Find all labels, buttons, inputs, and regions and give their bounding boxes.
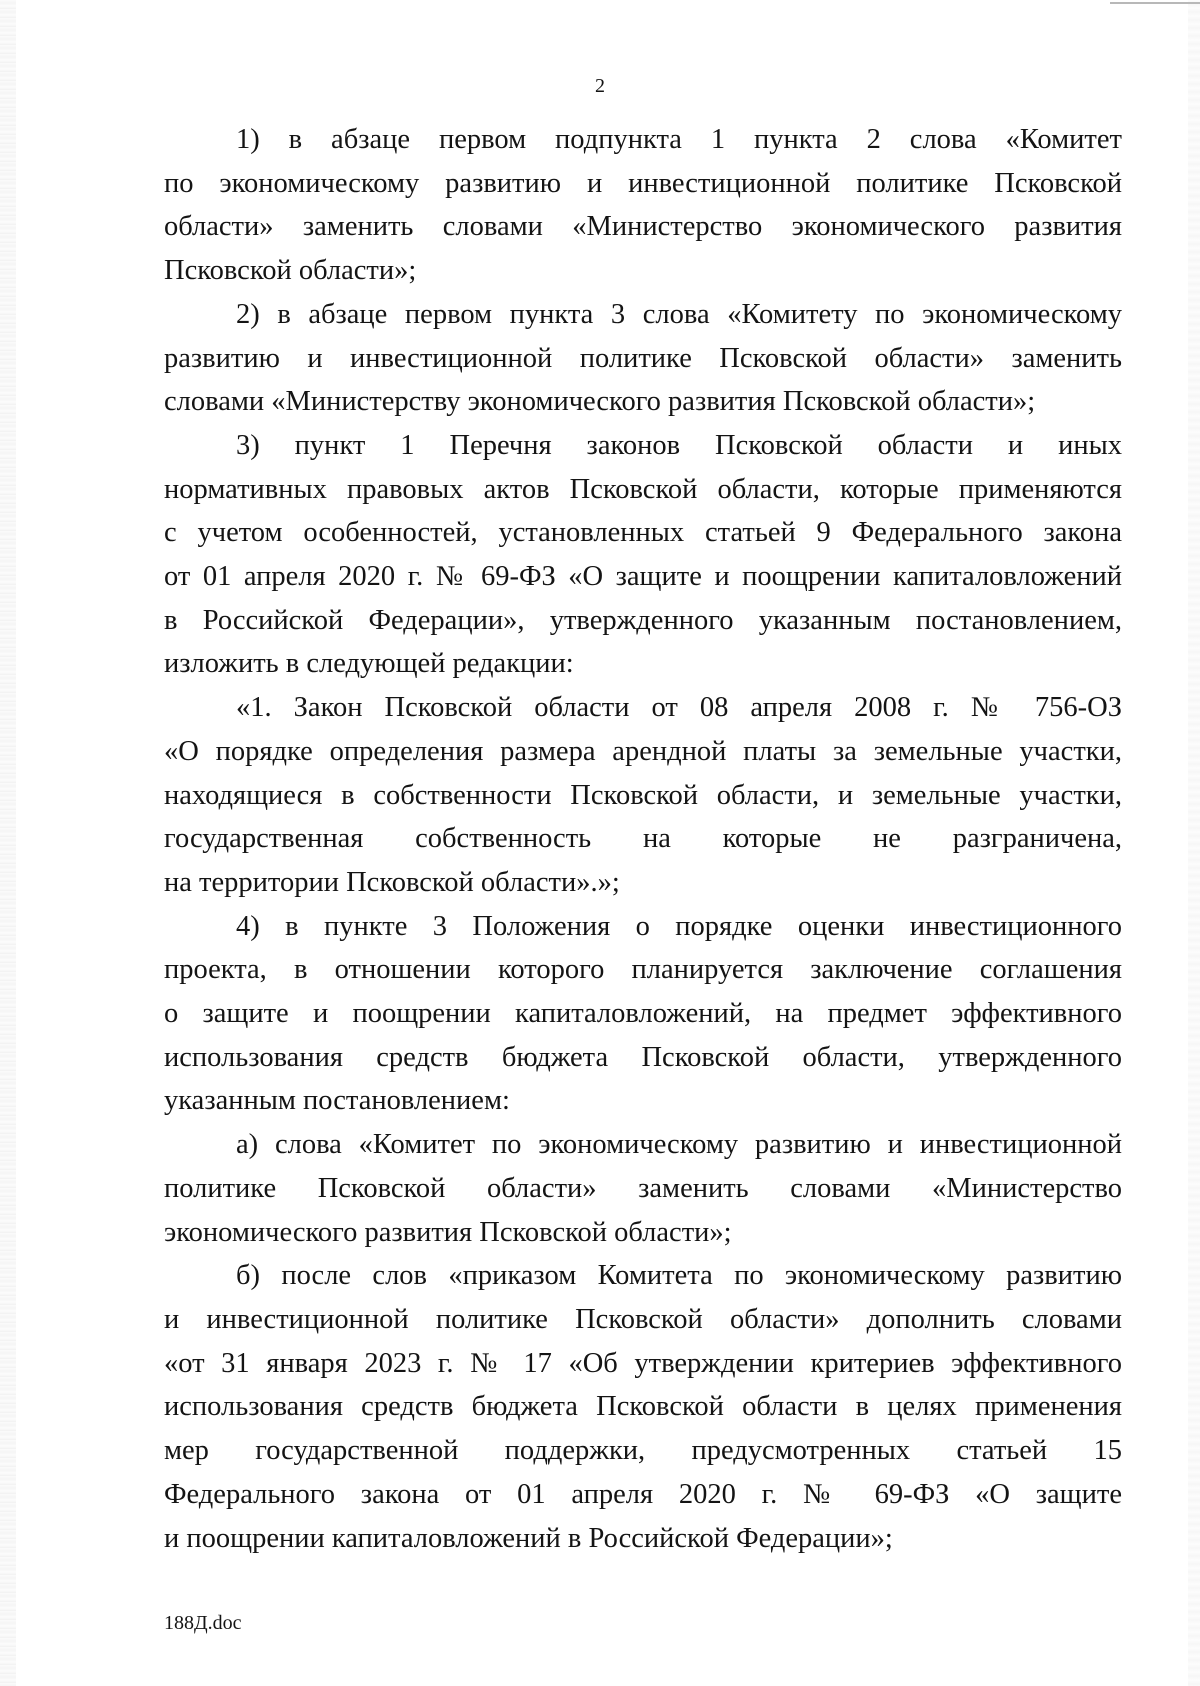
scan-edge-right: [1188, 0, 1200, 1686]
text-line: 4) в пункте 3 Положения о порядке оценки инвестиционного: [236, 910, 1122, 942]
text-line: в Российской Федерации», утвержденного указанным постановлением,: [164, 604, 1122, 636]
text-line: с учетом особенностей, установленных статьей 9 Федерального закона: [164, 517, 1122, 549]
text-line: Псковской области»;: [164, 255, 417, 287]
text-line: политике Псковской области» заменить словами «Министерство: [164, 1172, 1122, 1204]
document-body: [164, 118, 1122, 1560]
text-line: нормативных правовых актов Псковской области, которые применяются: [164, 473, 1122, 505]
text-line: использования средств бюджета Псковской области, утвержденного: [164, 1041, 1122, 1073]
text-line: и инвестиционной политике Псковской области» дополнить словами: [164, 1303, 1122, 1335]
text-line: а) слова «Комитет по экономическому развитию и инвестиционной: [236, 1129, 1122, 1161]
paragraph: [164, 293, 1122, 424]
text-line: мер государственной поддержки, предусмотренных статьей 15: [164, 1435, 1122, 1467]
text-line: проекта, в отношении которого планируется заключение соглашения: [164, 954, 1122, 986]
text-line: о защите и поощрении капиталовложений, на предмет эффективного: [164, 998, 1122, 1030]
text-line: на территории Псковской области».»;: [164, 866, 620, 898]
text-line: экономического развития Псковской области»;: [164, 1216, 732, 1248]
text-line: «от 31 января 2023 г. № 17 «Об утверждении критериев эффективного: [164, 1347, 1122, 1379]
text-line: б) после слов «приказом Комитета по экономическому развитию: [236, 1260, 1122, 1292]
text-line: и поощрении капиталовложений в Российской Федерации»;: [164, 1522, 893, 1554]
text-line: изложить в следующей редакции:: [164, 648, 574, 680]
text-line: указанным постановлением:: [164, 1085, 510, 1117]
page-number: 2: [595, 75, 605, 97]
footer-filename: 188Д.doc: [164, 1612, 242, 1634]
paragraph: [164, 905, 1122, 1124]
paragraph: [164, 118, 1122, 293]
text-line: использования средств бюджета Псковской области в целях применения: [164, 1391, 1122, 1423]
text-line: словами «Министерству экономического развития Псковской области»;: [164, 386, 1036, 418]
text-line: «1. Закон Псковской области от 08 апреля 2008 г. № 756-ОЗ: [236, 692, 1122, 724]
text-line: «О порядке определения размера арендной платы за земельные участки,: [164, 735, 1122, 767]
paragraph: [164, 1254, 1122, 1560]
text-line: развитию и инвестиционной политике Псковской области» заменить: [164, 342, 1122, 374]
paragraph: [164, 1123, 1122, 1254]
text-line: 1) в абзаце первом подпункта 1 пункта 2 слова «Комитет: [236, 124, 1122, 155]
scan-corner-line: [1110, 2, 1200, 4]
paragraph: [164, 686, 1122, 905]
text-line: 3) пункт 1 Перечня законов Псковской области и иных: [236, 429, 1122, 461]
text-line: Федерального закона от 01 апреля 2020 г. № 69-ФЗ «О защите: [164, 1478, 1122, 1510]
text-line: государственная собственность на которые не разграничена,: [164, 823, 1122, 855]
scan-edge-left: [0, 0, 16, 1686]
text-line: 2) в абзаце первом пункта 3 слова «Комитету по экономическому: [236, 298, 1122, 330]
text-line: области» заменить словами «Министерство экономического развития: [164, 211, 1122, 243]
text-line: находящиеся в собственности Псковской области, и земельные участки,: [164, 779, 1122, 811]
text-line: по экономическому развитию и инвестиционной политике Псковской: [164, 167, 1122, 199]
paragraph: [164, 424, 1122, 686]
text-line: от 01 апреля 2020 г. № 69-ФЗ «О защите и поощрении капиталовложений: [164, 561, 1122, 593]
